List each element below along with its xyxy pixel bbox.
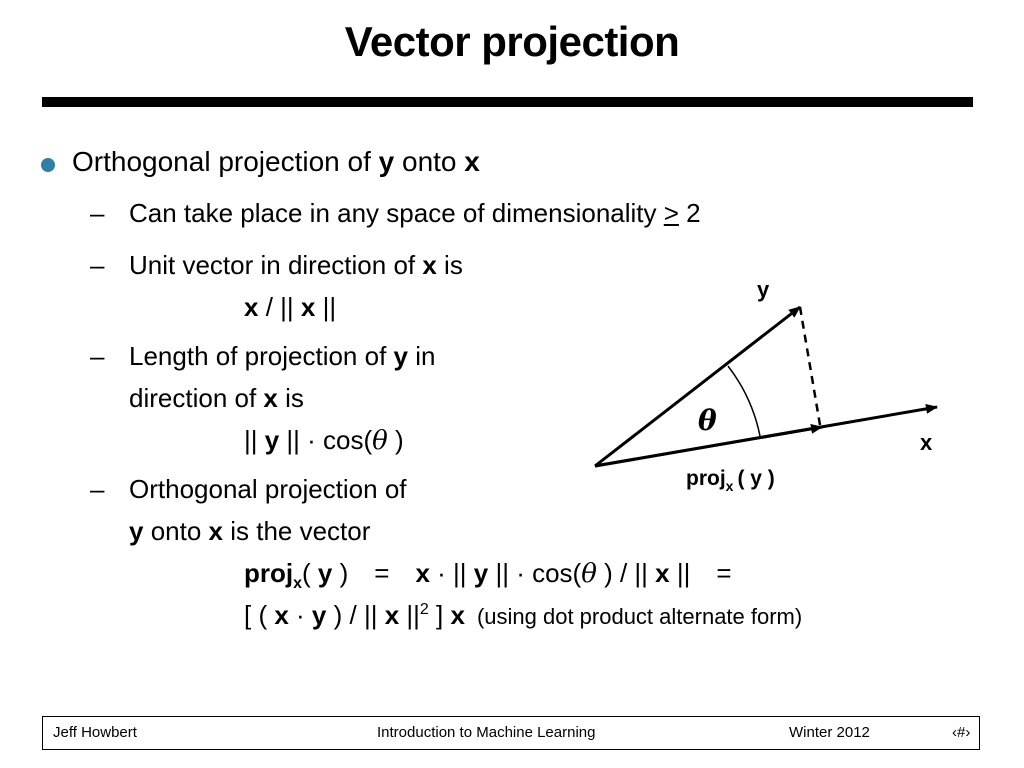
sub-bullet-length-line1: Length of projection of y in bbox=[129, 341, 436, 371]
sub-bullet-dimensionality: Can take place in any space of dimensionality > 2 bbox=[129, 198, 701, 228]
vector-y-arrow bbox=[595, 307, 800, 466]
dash-icon: – bbox=[90, 474, 105, 504]
title-underline bbox=[42, 97, 973, 107]
dash-icon: – bbox=[90, 341, 105, 371]
formula-length: || y || · cos(θ ) bbox=[244, 425, 404, 456]
label-x: x bbox=[920, 430, 933, 455]
footer-page-number: ‹#› bbox=[952, 724, 971, 741]
sub-bullet-length-line2: direction of x is bbox=[129, 383, 304, 413]
label-y: y bbox=[757, 277, 770, 302]
footer-author: Jeff Howbert bbox=[53, 724, 137, 741]
sub-bullet-projection-line1: Orthogonal projection of bbox=[129, 474, 407, 504]
sub-bullet-projection-line2: y onto x is the vector bbox=[129, 516, 371, 546]
formula-projection: proj$_x$( y ) = x · || y || · cos(θ ) / || x || = bbox=[244, 558, 732, 592]
bullet-dot-icon bbox=[41, 158, 55, 172]
sub-bullet-unit-vector: Unit vector in direction of x is bbox=[129, 250, 463, 280]
label-theta: θ bbox=[698, 404, 717, 437]
formula-unit-vector: x / || x || bbox=[244, 292, 337, 322]
dash-icon: – bbox=[90, 250, 105, 280]
footer-term: Winter 2012 bbox=[789, 724, 870, 741]
perpendicular-dashed-line bbox=[800, 307, 820, 425]
projection-diagram bbox=[570, 270, 960, 500]
slide-title: Vector projection bbox=[344, 18, 680, 65]
bullet-orthogonal-projection: Orthogonal projection of y onto x bbox=[72, 146, 480, 177]
label-projection: proj$_x$ ( y ) bbox=[686, 467, 775, 494]
formula-alternate: [ ( x · y ) / || x $||^2$ ] x (using dot product alternate form) bbox=[244, 600, 803, 630]
dash-icon: – bbox=[90, 198, 105, 228]
angle-arc bbox=[728, 366, 760, 436]
footer-course: Introduction to Machine Learning bbox=[377, 724, 596, 741]
